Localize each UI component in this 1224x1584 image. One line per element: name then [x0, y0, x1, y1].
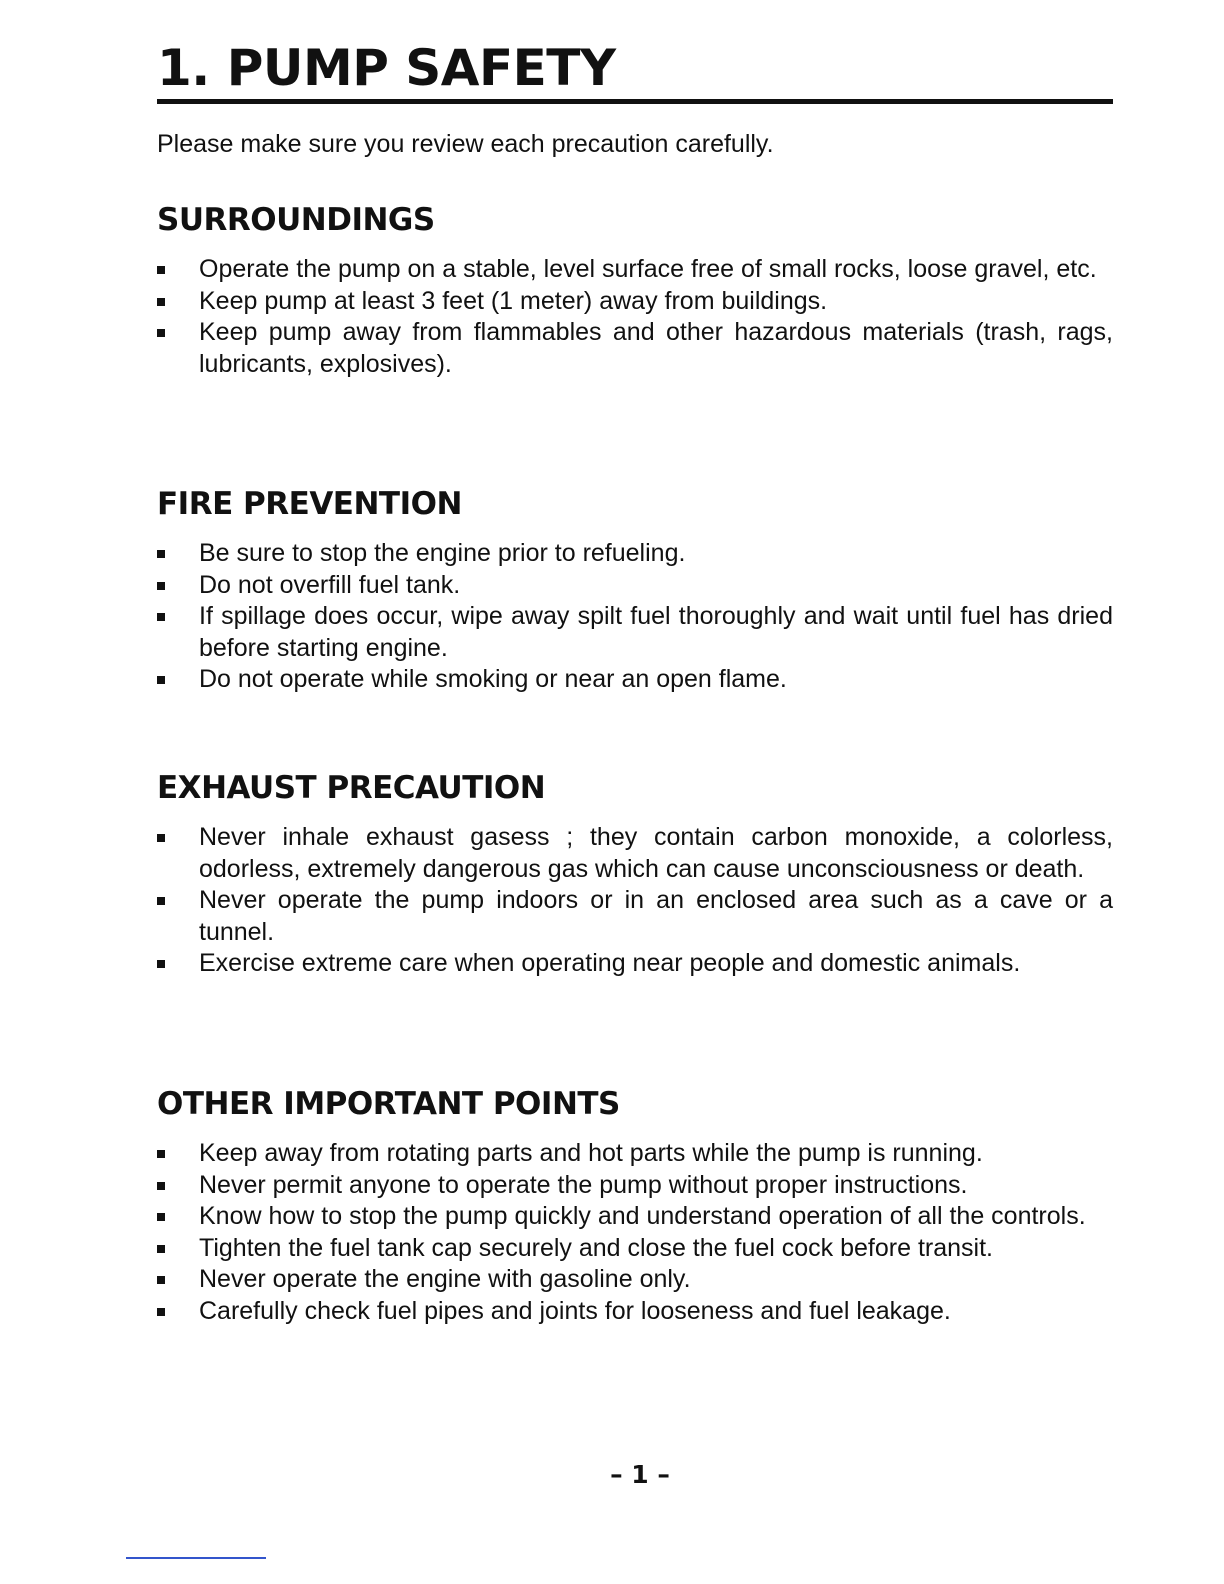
- list-item: [157, 822, 1113, 885]
- square-bullet-icon: [157, 329, 165, 337]
- list-item-text: Do not operate while smoking or near an open flame.: [199, 665, 787, 693]
- list-item: [157, 1138, 1113, 1170]
- section-fire-prevention: [157, 484, 1113, 696]
- section-surroundings: [157, 200, 1113, 380]
- square-bullet-icon: [157, 1150, 165, 1158]
- square-bullet-icon: [157, 266, 165, 274]
- bullet-list: [157, 254, 1113, 380]
- square-bullet-icon: [157, 1245, 165, 1253]
- square-bullet-icon: [157, 676, 165, 684]
- list-item: [157, 1170, 1113, 1202]
- list-item: [157, 1233, 1113, 1265]
- list-item: [157, 885, 1113, 948]
- list-item-text: If spillage does occur, wipe away spilt fuel thoroughly and wait until fuel has dried before starting engine.: [199, 602, 1113, 662]
- section-exhaust-precaution: [157, 768, 1113, 980]
- list-item-text: Never inhale exhaust gasess ; they contain carbon monoxide, a colorless, odorless, extremely dangerous gas which can cause unconsciousness or death.: [199, 823, 1113, 883]
- list-item: [157, 1264, 1113, 1296]
- square-bullet-icon: [157, 1213, 165, 1221]
- bullet-list: [157, 822, 1113, 980]
- list-item-text: Know how to stop the pump quickly and understand operation of all the controls.: [199, 1202, 1086, 1230]
- list-item: [157, 601, 1113, 664]
- list-item-text: Operate the pump on a stable, level surface free of small rocks, loose gravel, etc.: [199, 255, 1097, 283]
- footer-rule: [126, 1557, 266, 1559]
- list-item-text: Carefully check fuel pipes and joints for looseness and fuel leakage.: [199, 1296, 951, 1325]
- section-heading: FIRE PREVENTION: [157, 486, 462, 522]
- bullet-list: [157, 538, 1113, 696]
- title-rule: [157, 99, 1113, 104]
- list-item-text: Never operate the engine with gasoline only.: [199, 1265, 691, 1293]
- list-item: [157, 1296, 1113, 1328]
- square-bullet-icon: [157, 960, 165, 968]
- square-bullet-icon: [157, 582, 165, 590]
- list-item-text: Never permit anyone to operate the pump without proper instructions.: [199, 1170, 968, 1199]
- list-item-text: Keep away from rotating parts and hot parts while the pump is running.: [199, 1139, 983, 1167]
- list-item: [157, 948, 1113, 980]
- square-bullet-icon: [157, 897, 165, 905]
- list-item: [157, 317, 1113, 380]
- section-heading: SURROUNDINGS: [157, 202, 435, 238]
- square-bullet-icon: [157, 1182, 165, 1190]
- list-item-text: Exercise extreme care when operating near people and domestic animals.: [199, 949, 1021, 977]
- list-item-text: Never operate the pump indoors or in an enclosed area such as a cave or a tunnel.: [199, 886, 1113, 946]
- square-bullet-icon: [157, 298, 165, 306]
- list-item: [157, 286, 1113, 318]
- square-bullet-icon: [157, 613, 165, 621]
- list-item: [157, 570, 1113, 602]
- list-item: [157, 664, 1113, 696]
- list-item-text: Be sure to stop the engine prior to refueling.: [199, 539, 686, 567]
- list-item: [157, 538, 1113, 570]
- list-item-text: Keep pump at least 3 feet (1 meter) away from buildings.: [199, 286, 828, 315]
- section-heading: OTHER IMPORTANT POINTS: [157, 1086, 620, 1122]
- square-bullet-icon: [157, 1308, 165, 1316]
- section-other-important-points: [157, 1084, 1113, 1327]
- list-item: [157, 254, 1113, 286]
- page-title: 1. PUMP SAFETY: [157, 39, 616, 97]
- square-bullet-icon: [157, 834, 165, 842]
- bullet-list: [157, 1138, 1113, 1327]
- list-item: [157, 1201, 1113, 1233]
- square-bullet-icon: [157, 1276, 165, 1284]
- list-item-text: Do not overfill fuel tank.: [199, 570, 461, 599]
- section-heading: EXHAUST PRECAUTION: [157, 770, 546, 806]
- square-bullet-icon: [157, 550, 165, 558]
- intro-text: Please make sure you review each precaution carefully.: [157, 130, 774, 158]
- list-item-text: Tighten the fuel tank cap securely and close the fuel cock before transit.: [199, 1233, 993, 1262]
- page-number: – 1 –: [610, 1460, 670, 1489]
- list-item-text: Keep pump away from flammables and other hazardous materials (trash, rags, lubricants, explosives).: [199, 318, 1113, 378]
